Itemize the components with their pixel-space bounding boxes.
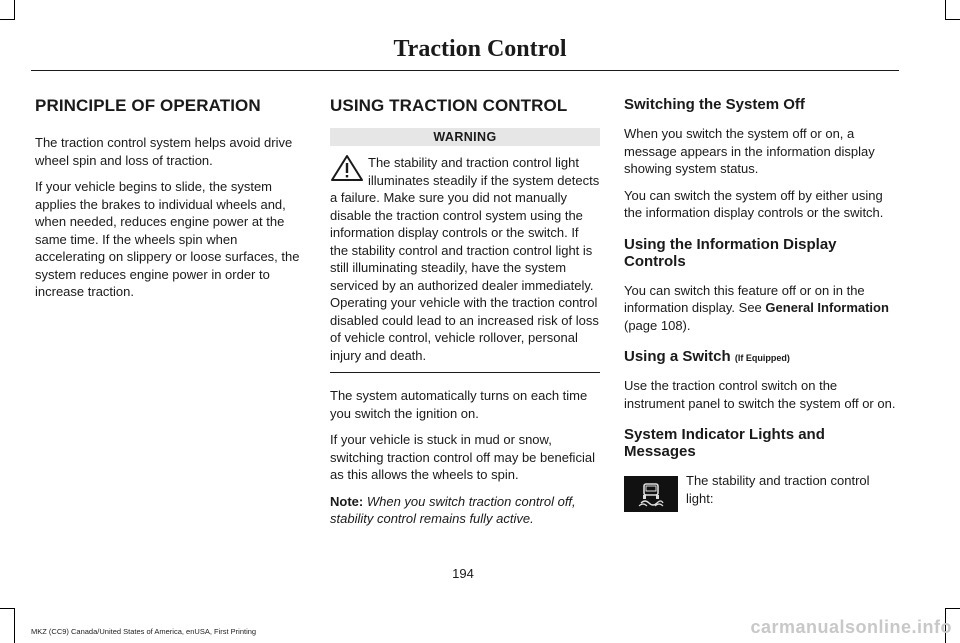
paragraph: You can switch the system off by either using the information display controls or the switch. — [624, 187, 884, 220]
paragraph: Use the traction control switch on the instrument panel to switch the system off or on. — [624, 378, 896, 411]
page-reference: (page 108). — [624, 317, 691, 333]
if-equipped-label: (If Equipped) — [734, 353, 790, 363]
paragraph: If your vehicle begins to slide, the system applies the brakes to individual wheels and, when needed, reduces engine power at the same time. If the wheels spin when accelerating on slippery or loose surfaces, the system reduces engine power in order to increase traction. — [35, 179, 300, 299]
indicator-row — [624, 472, 896, 507]
warning-label: WARNING — [330, 128, 600, 146]
header-rule — [31, 70, 899, 71]
warning-text: The stability and traction control light illuminates steadily if the system detects a failure. Make sure you did not manually disable the traction control system using the information display controls or the switch. If the stability control and traction control light is still illuminating steadily, have the system serviced by an authorized dealer immediately. Operating your vehicle with the traction control disabled could lead to an increased risk of loss of vehicle control, vehicle rollover, personal injury and death. — [330, 155, 600, 363]
crop-mark — [945, 19, 960, 20]
warning-box — [330, 154, 600, 364]
heading-text: Using a Switch — [624, 348, 731, 365]
section-heading-principle: PRINCIPLE OF OPERATION — [35, 96, 261, 115]
crop-mark — [945, 608, 960, 609]
column-principle — [35, 96, 305, 310]
column-switching — [624, 96, 896, 516]
text: You can switch this feature off or on in the information display. See — [624, 282, 865, 315]
note-label: Note: — [330, 493, 364, 509]
paragraph: If your vehicle is stuck in mud or snow, switching traction control off may be beneficial as this allows the wheels to spin. — [330, 432, 595, 482]
subheading-indicator: System Indicator Lights and Messages — [624, 426, 825, 460]
page-number: 194 — [452, 566, 474, 581]
subheading-switch-off: Switching the System Off — [624, 96, 805, 113]
page-title: Traction Control — [393, 36, 567, 62]
warning-rule — [330, 372, 600, 373]
note — [330, 493, 600, 528]
warning-triangle-icon — [330, 154, 364, 182]
cross-reference-link[interactable]: General Information — [765, 300, 889, 315]
watermark: carmanualsonline.info — [750, 617, 952, 637]
traction-control-light-icon — [624, 476, 678, 512]
crop-mark — [14, 0, 15, 20]
note-text: When you switch traction control off, stability control remains fully active. — [330, 493, 576, 526]
crop-mark — [0, 608, 15, 609]
paragraph: The traction control system helps avoid drive wheel spin and loss of traction. — [35, 135, 293, 168]
crop-mark — [14, 608, 15, 643]
column-using — [330, 96, 600, 537]
crop-mark — [945, 0, 946, 20]
crop-mark — [0, 19, 15, 20]
footer-text: MKZ (CC9) Canada/United States of America, enUSA, First Printing — [31, 627, 257, 636]
subheading-using-switch — [624, 348, 896, 365]
subheading-info-display: Using the Information Display Controls — [624, 235, 837, 270]
paragraph: The system automatically turns on each time you switch the ignition on. — [330, 388, 588, 421]
paragraph: When you switch the system off or on, a message appears in the information display showing system status. — [624, 126, 875, 176]
paragraph: The stability and traction control light: — [686, 473, 870, 506]
paragraph-info-display — [624, 282, 896, 335]
section-heading-using: USING TRACTION CONTROL — [330, 96, 568, 115]
